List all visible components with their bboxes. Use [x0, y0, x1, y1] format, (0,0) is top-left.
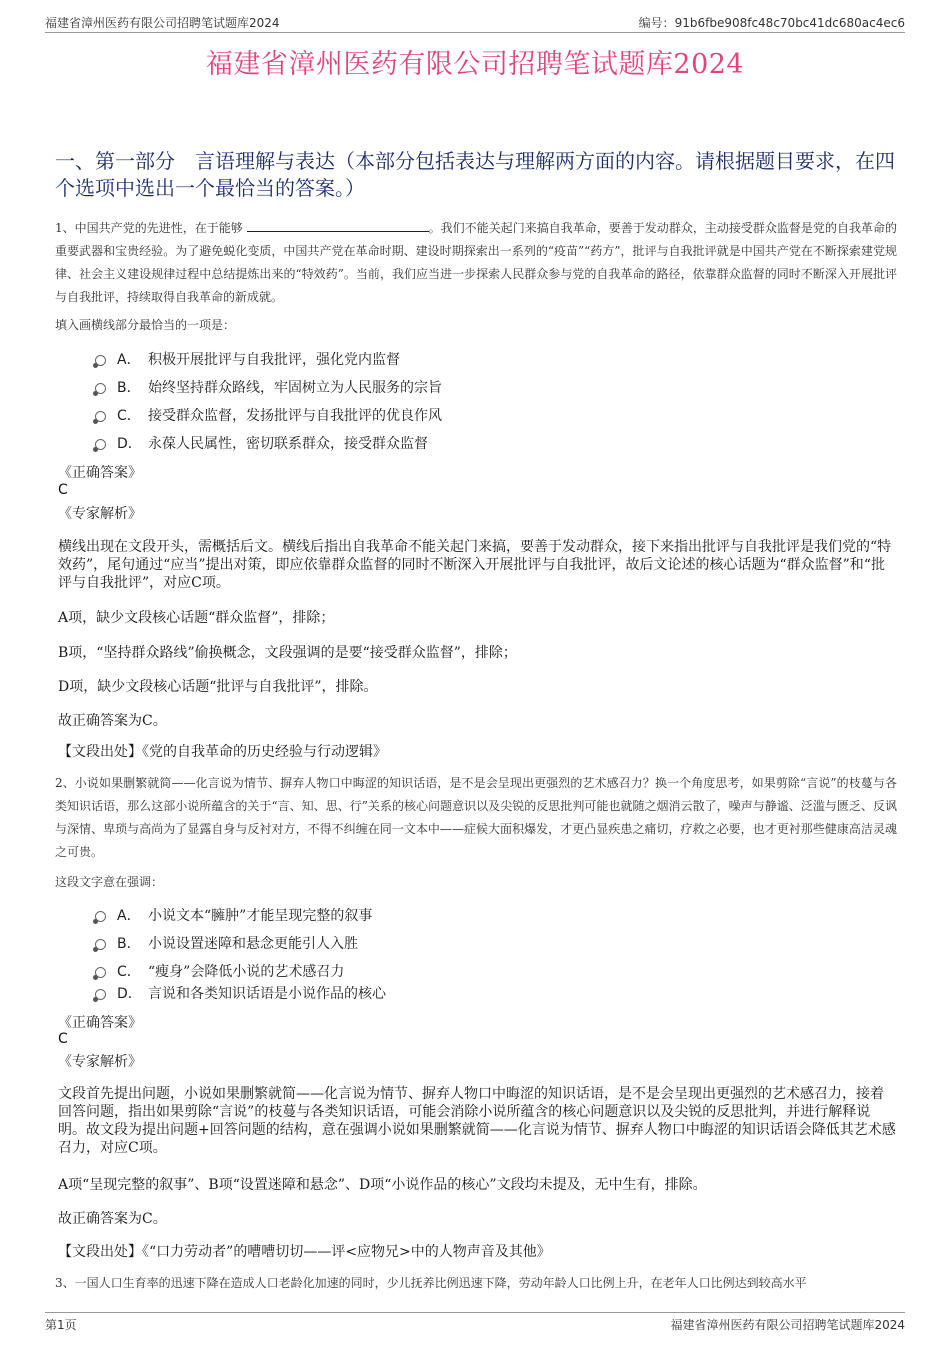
option-d[interactable] — [95, 433, 795, 461]
option-letter: A． — [117, 352, 141, 368]
question-2-analysis — [58, 1085, 896, 1157]
option-letter: D． — [117, 436, 142, 452]
question-1-prompt: 填入画横线部分最恰当的一项是： — [55, 318, 236, 332]
analysis-option-a: A项，缺少文段核心话题“群众监督”，排除； — [58, 610, 335, 626]
correct-answer-label: 《正确答案》 — [58, 465, 142, 481]
option-text: 接受群众监督，发扬批评与自我批评的优良作风 — [148, 408, 442, 424]
question-1-analysis — [58, 538, 896, 592]
radio-button[interactable] — [95, 939, 106, 950]
option-letter: C． — [117, 408, 141, 424]
correct-answer-value: C — [58, 482, 68, 498]
correct-answer-label: 《正确答案》 — [58, 1015, 142, 1031]
footer-doc-title: 福建省漳州医药有限公司招聘笔试题库2024 — [670, 1318, 905, 1332]
question-1-stem-rest: 。我们不能关起门来搞自我革命，要善于发动群众，主动接受群众监督是党的自我革命的重要武器和宝贵经验。为了避免蜕化变质，中国共产党在革命时期、建设时期探索出一系列的“疫苗”“药方”，批评与自我批评就是中国共产党在不断探索建党规律、社会主义建设规律过程中总结提炼出来的“特效药”。当前，我们应当进一步探索人民群众参与党的自我革命的路径，依靠群众监督的同时不断深入开展批评与自我批评，持续取得自我革命的新成就。 — [55, 221, 897, 304]
option-text: 小说文本“臃肿”才能呈现完整的叙事 — [148, 908, 373, 924]
radio-button[interactable] — [95, 911, 106, 922]
page-footer — [45, 1312, 905, 1335]
source-citation: 【文段出处】《“口力劳动者”的嘈嘈切切——评<应物兄>中的人物声音及其他》 — [58, 1244, 551, 1260]
question-3-stem: 3、一国人口生育率的迅速下降在造成人口老龄化加速的同时，少儿抚养比例迅速下降，劳动年龄人口比例上升，在老年人口比例达到较高水平 — [55, 1276, 807, 1290]
header-doc-title: 福建省漳州医药有限公司招聘笔试题库2024 — [45, 16, 280, 30]
radio-button[interactable] — [95, 355, 106, 366]
option-text: 始终坚持群众路线，牢固树立为人民服务的宗旨 — [148, 380, 442, 396]
option-letter: A． — [117, 908, 141, 924]
option-letter: C． — [117, 964, 141, 980]
analysis-options-abd: A项“呈现完整的叙事”、B项“设置迷障和悬念”、D项“小说作品的核心”文段均未提及，无中生有，排除。 — [58, 1177, 707, 1193]
option-a[interactable] — [95, 349, 795, 377]
option-text: “瘦身”会降低小说的艺术感召力 — [148, 964, 345, 980]
option-a[interactable] — [95, 905, 795, 933]
page-number: 第1页 — [45, 1318, 77, 1332]
question-2-stem: 2、小说如果删繁就简——化言说为情节、摒弃人物口中晦涩的知识话语，是不是会呈现出更强烈的艺术感召力？换一个角度思考，如果剪除“言说”的枝蔓与各类知识话语，那么这部小说所蕴含的关于“言、知、思、行”关系的核心问题意识以及尖锐的反思批判可能也就随之烟消云散了，噪声与静谧、泛滥与匮乏、反讽与深情、卑琐与高尚为了显露自身与反衬对方，不得不纠缠在同一文本中——症候大面积爆发，才更凸显疾患之痛切，疗救之必要，也才更衬那些健康高洁灵魂之可贵。 — [55, 776, 897, 859]
radio-button[interactable] — [95, 411, 106, 422]
page-header — [45, 10, 905, 33]
option-b[interactable] — [95, 933, 795, 961]
header-doc-id: 编号：91b6fbe908fc48c70bc41dc680ac4ec6 — [638, 16, 905, 30]
source-citation: 【文段出处】《党的自我革命的历史经验与行动逻辑》 — [58, 744, 387, 760]
option-letter: D． — [117, 986, 142, 1002]
option-text: 小说设置迷障和悬念更能引人入胜 — [148, 936, 358, 952]
option-text: 永葆人民属性，密切联系群众，接受群众监督 — [148, 436, 428, 452]
option-letter: B． — [117, 380, 141, 396]
radio-button[interactable] — [95, 383, 106, 394]
radio-button[interactable] — [95, 967, 106, 978]
option-letter: B． — [117, 936, 141, 952]
radio-button[interactable] — [95, 439, 106, 450]
analysis-conclusion: 故正确答案为C。 — [58, 713, 167, 729]
question-2-prompt: 这段文字意在强调： — [55, 875, 164, 889]
radio-button[interactable] — [95, 989, 106, 1000]
option-b[interactable] — [95, 377, 795, 405]
analysis-option-b: B项，“坚持群众路线”偷换概念，文段强调的是要“接受群众监督”，排除； — [58, 645, 517, 661]
section-heading: 一、第一部分 言语理解与表达（本部分包括表达与理解两方面的内容。请根据题目要求，在四个选项中选出一个最恰当的答案。） — [55, 149, 895, 200]
question-1-stem — [55, 217, 897, 309]
analysis-paragraph: 文段首先提出问题，小说如果删繁就简——化言说为情节、摒弃人物口中晦涩的知识话语，是不是会呈现出更强烈的艺术感召力，接着回答问题，指出如果剪除“言说”的枝蔓与各类知识话语，可能会消除小说所蕴含的核心问题意识以及尖锐的反思批判，并进行解释说明。故文段为提出问题+回答问题的结构，意在强调小说如果删繁就简——化言说为情节、摒弃人物口中晦涩的知识话语会降低其艺术感召力，对应C项。 — [58, 1086, 896, 1156]
question-1-stem-start: 1、中国共产党的先进性，在于能够 — [55, 221, 243, 235]
analysis-paragraph: 横线出现在文段开头，需概括后文。横线后指出自我革命不能关起门来搞，要善于发动群众，接下来指出批评与自我批评是我们党的“特效药”，尾句通过“应当”提出对策，即应依靠群众监督的同时不断深入开展批评与自我批评，故后文论述的核心话题为“群众监督”和“批评与自我批评”，对应C项。 — [58, 539, 892, 591]
analysis-option-d: D项，缺少文段核心话题“批评与自我批评”，排除。 — [58, 679, 378, 695]
document-title: 福建省漳州医药有限公司招聘笔试题库2024 — [205, 49, 745, 80]
expert-analysis-label: 《专家解析》 — [58, 506, 142, 522]
correct-answer-value: C — [58, 1031, 68, 1047]
option-c[interactable] — [95, 405, 795, 433]
analysis-conclusion: 故正确答案为C。 — [58, 1211, 167, 1227]
fill-blank — [247, 219, 429, 232]
option-text: 言说和各类知识话语是小说作品的核心 — [148, 986, 386, 1002]
option-text: 积极开展批评与自我批评，强化党内监督 — [148, 352, 400, 368]
expert-analysis-label: 《专家解析》 — [58, 1054, 142, 1070]
question-2-options — [95, 905, 795, 1011]
option-c[interactable] — [95, 961, 795, 983]
question-1-options — [95, 349, 795, 461]
option-d[interactable] — [95, 983, 795, 1011]
